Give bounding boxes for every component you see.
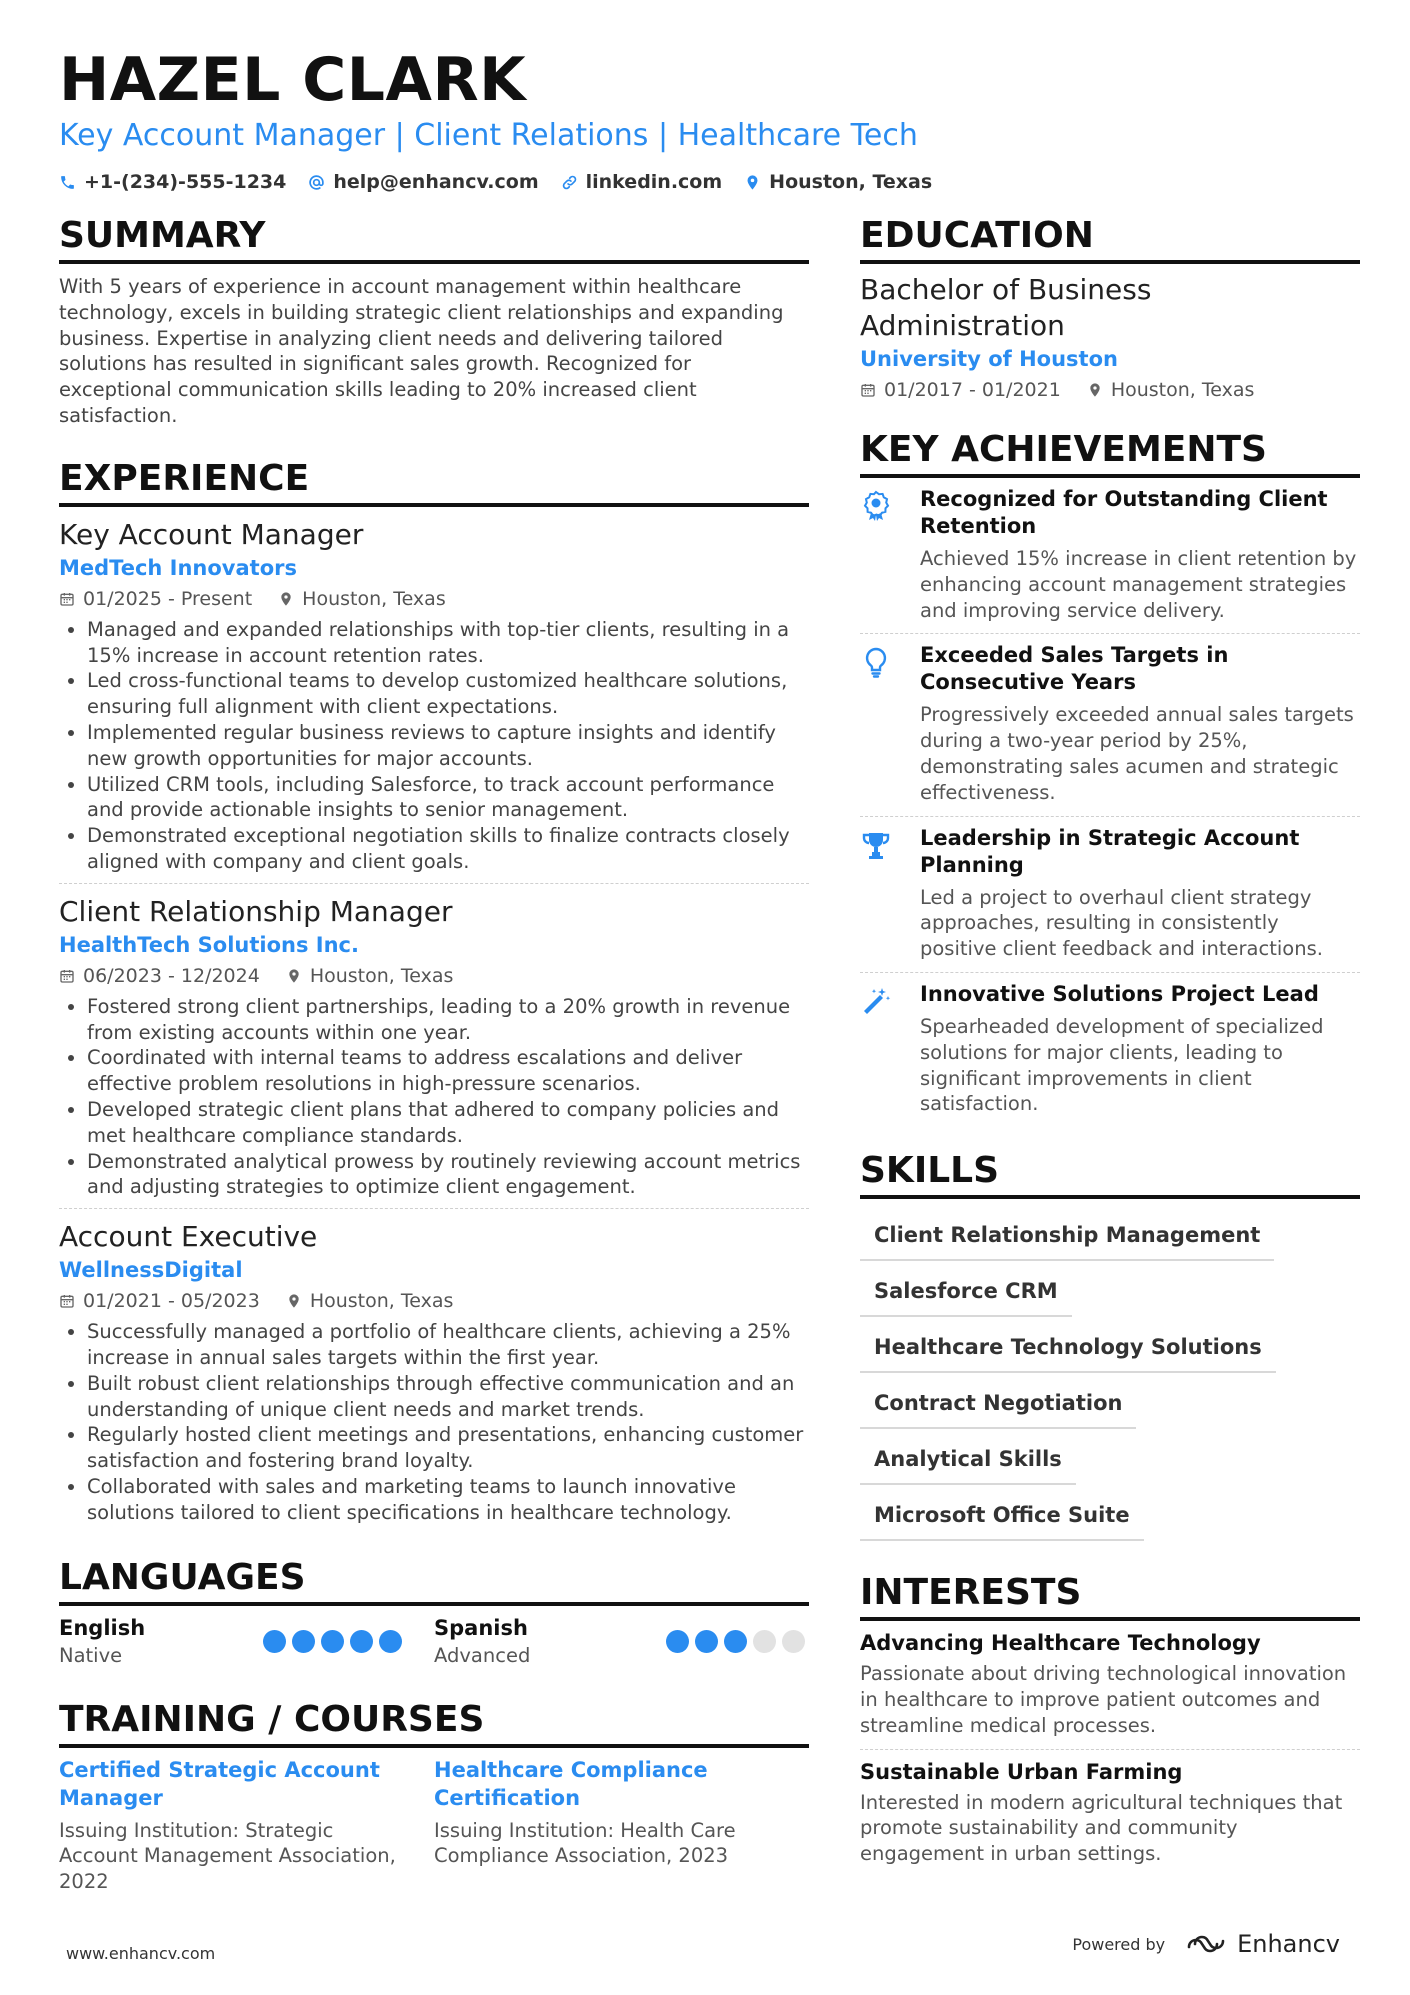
rating-dot xyxy=(350,1630,373,1653)
language-name: English xyxy=(59,1615,146,1640)
award-ribbon-icon xyxy=(860,490,892,522)
footer-website[interactable]: www.enhancv.com xyxy=(66,1944,216,1963)
skill-tag: Microsoft Office Suite xyxy=(860,1491,1144,1541)
skill-tag: Client Relationship Management xyxy=(860,1211,1274,1261)
rating-dot xyxy=(321,1630,344,1653)
school-name: University of Houston xyxy=(860,347,1118,371)
list-item: • Implemented regular business reviews to capture insights and identify new growth opportunities for major accounts. xyxy=(87,720,809,772)
skill-tag: Contract Negotiation xyxy=(860,1379,1136,1429)
enhancv-logo-icon xyxy=(1183,1931,1229,1957)
rating-dot xyxy=(292,1630,315,1653)
achievement-icon-wrap xyxy=(860,642,920,805)
skill-tag: Healthcare Technology Solutions xyxy=(860,1323,1276,1373)
calendar-icon xyxy=(59,968,75,984)
course-title: Healthcare Compliance Certification xyxy=(434,1757,708,1810)
education-location xyxy=(1087,376,1255,404)
education-title: EDUCATION xyxy=(860,214,1360,264)
job-dates-text: 06/2023 - 12/2024 xyxy=(83,964,260,987)
achievement-icon-wrap xyxy=(860,981,920,1117)
job-dates xyxy=(59,585,252,613)
languages-list xyxy=(59,1614,809,1670)
right-column xyxy=(860,214,1360,1905)
skill-tag: Analytical Skills xyxy=(860,1435,1076,1485)
interest-item xyxy=(860,1750,1360,1877)
company-name: MedTech Innovators xyxy=(59,555,297,580)
language-level: Advanced xyxy=(434,1643,531,1667)
education-section xyxy=(860,214,1360,404)
courses-list xyxy=(59,1756,809,1895)
list-item: • Demonstrated exceptional negotiation skills to finalize contracts closely aligned with company and client goals. xyxy=(87,823,809,875)
calendar-icon xyxy=(59,1293,75,1309)
job-title: Account Executive xyxy=(59,1220,318,1254)
lightbulb-icon xyxy=(860,646,892,678)
job-meta xyxy=(59,585,809,613)
job-dates xyxy=(59,1287,260,1315)
contact-linkedin[interactable] xyxy=(561,168,723,196)
language-rating xyxy=(263,1630,402,1653)
achievement-desc: Achieved 15% increase in client retention by enhancing account management strategies and improving service delivery. xyxy=(920,547,1357,622)
languages-title: LANGUAGES xyxy=(59,1556,809,1606)
left-column xyxy=(59,214,809,1923)
contact-bar xyxy=(59,168,932,196)
interest-desc: Interested in modern agricultural techniques that promote sustainability and community engagement in urban settings. xyxy=(860,1790,1343,1866)
achievement-item xyxy=(860,817,1360,973)
brand-logo[interactable] xyxy=(1183,1930,1340,1958)
rating-dot xyxy=(263,1630,286,1653)
candidate-name: HAZEL CLARK xyxy=(59,45,527,115)
job-dates-text: 01/2021 - 05/2023 xyxy=(83,1290,260,1313)
achievement-desc: Progressively exceeded annual sales targets during a two-year period by 25%, demonstrating sales acumen and strategic effectiveness. xyxy=(920,703,1354,804)
job-location xyxy=(286,1287,454,1315)
course-title: Certified Strategic Account Manager xyxy=(59,1757,380,1810)
at-icon xyxy=(308,174,325,191)
achievement-item xyxy=(860,634,1360,816)
achievement-title: Leadership in Strategic Account Planning xyxy=(920,825,1300,877)
achievements-section xyxy=(860,428,1360,1127)
language-name: Spanish xyxy=(434,1615,528,1640)
job-location xyxy=(278,585,446,613)
summary-section xyxy=(59,214,809,429)
list-item: • Regularly hosted client meetings and presentations, enhancing customer satisfaction and fostering brand loyalty. xyxy=(87,1422,809,1474)
link-icon xyxy=(561,174,578,191)
contact-email[interactable] xyxy=(308,168,538,196)
list-item: • Collaborated with sales and marketing teams to launch innovative solutions tailored to client specifications in healthcare technology. xyxy=(87,1474,809,1526)
list-item: • Developed strategic client plans that adhered to company policies and met healthcare compliance standards. xyxy=(87,1097,809,1149)
degree: Bachelor of Business Administration xyxy=(860,273,1152,342)
achievement-title: Recognized for Outstanding Client Retention xyxy=(920,487,1328,538)
rating-dot xyxy=(666,1630,689,1653)
interests-title: INTERESTS xyxy=(860,1571,1360,1621)
achievement-body xyxy=(920,981,1360,1117)
language-text xyxy=(434,1614,530,1670)
language-item xyxy=(434,1614,809,1670)
course-desc: Issuing Institution: Strategic Account Management Association, 2022 xyxy=(59,1818,396,1894)
calendar-icon xyxy=(59,591,75,607)
job-entry xyxy=(59,507,809,884)
training-section xyxy=(59,1698,809,1895)
list-item: • Fostered strong client partnerships, leading to a 20% growth in revenue from existing accounts within one year. xyxy=(87,994,809,1046)
achievements-title: KEY ACHIEVEMENTS xyxy=(860,428,1360,478)
skills-title: SKILLS xyxy=(860,1149,1360,1199)
language-rating xyxy=(666,1630,805,1653)
achievement-body xyxy=(920,486,1360,623)
achievement-body xyxy=(920,642,1360,805)
brand-name: Enhancv xyxy=(1237,1930,1340,1958)
training-title: TRAINING / COURSES xyxy=(59,1698,809,1748)
company-name: WellnessDigital xyxy=(59,1258,243,1283)
summary-title: SUMMARY xyxy=(59,214,809,264)
interest-desc: Passionate about driving technological innovation in healthcare to improve patient outcomes and streamline medical processes. xyxy=(860,1662,1347,1737)
rating-dot xyxy=(753,1630,776,1653)
achievement-icon-wrap xyxy=(860,825,920,962)
rating-dot xyxy=(724,1630,747,1653)
list-item: • Successfully managed a portfolio of healthcare clients, achieving a 25% increase in annual sales targets within the first year. xyxy=(87,1319,809,1371)
course-desc: Issuing Institution: Health Care Compliance Association, 2023 xyxy=(434,1818,736,1868)
skill-tag: Salesforce CRM xyxy=(860,1267,1072,1317)
achievement-desc: Spearheaded development of specialized solutions for major clients, leading to significant improvements in client satisfaction. xyxy=(920,1014,1324,1116)
job-location xyxy=(286,962,454,990)
footer-branding xyxy=(1072,1930,1340,1958)
language-item xyxy=(59,1614,434,1670)
skills-section xyxy=(860,1149,1360,1541)
job-entry xyxy=(59,1209,809,1533)
interest-item xyxy=(860,1621,1360,1749)
calendar-icon xyxy=(860,382,876,398)
job-meta xyxy=(59,1287,809,1315)
summary-text: With 5 years of experience in account management within healthcare technology, excels in building strategic client relationships and expanding business. Expertise in analyzing client needs and delivering tailored solutions has resulted in significant sales growth. Recognized for exceptional communication skills leading to 20% increased client satisfaction. xyxy=(59,275,784,427)
job-dates-text: 01/2025 - Present xyxy=(83,587,253,610)
interest-title: Sustainable Urban Farming xyxy=(860,1759,1183,1784)
achievement-body xyxy=(920,825,1360,962)
list-item: • Utilized CRM tools, including Salesforce, to track account performance and provide actionable insights to senior management. xyxy=(87,772,809,824)
job-title: Client Relationship Manager xyxy=(59,894,453,928)
education-meta xyxy=(860,376,1360,404)
language-level: Native xyxy=(59,1643,123,1667)
achievement-icon-wrap xyxy=(860,486,920,623)
experience-section xyxy=(59,457,809,1534)
achievement-title: Exceeded Sales Targets in Consecutive Years xyxy=(920,643,1229,695)
job-location-text: Houston, Texas xyxy=(309,964,454,987)
skills-list xyxy=(860,1205,1360,1541)
contact-phone[interactable] xyxy=(59,168,286,196)
interest-title: Advancing Healthcare Technology xyxy=(860,1631,1261,1656)
languages-section xyxy=(59,1556,809,1670)
job-location-text: Houston, Texas xyxy=(302,587,446,610)
rating-dot xyxy=(695,1630,718,1653)
achievement-item xyxy=(860,973,1360,1127)
job-entry xyxy=(59,884,809,1209)
job-location-text: Houston, Texas xyxy=(309,1290,454,1313)
list-item: • Demonstrated analytical prowess by routinely reviewing account metrics and adjusting strategies to optimize client engagement. xyxy=(87,1149,809,1201)
education-dates xyxy=(860,376,1061,404)
list-item: • Coordinated with internal teams to address escalations and deliver effective problem resolutions in high-pressure scenarios. xyxy=(87,1045,809,1097)
contact-phone-text: +1-(234)-555-1234 xyxy=(84,171,287,193)
achievement-desc: Led a project to overhaul client strategy approaches, resulting in consistently positive client feedback and interactions. xyxy=(920,885,1323,961)
job-meta xyxy=(59,962,809,990)
experience-title: EXPERIENCE xyxy=(59,457,809,507)
location-icon xyxy=(286,968,302,984)
trophy-icon xyxy=(860,829,892,861)
education-location-text: Houston, Texas xyxy=(1110,379,1255,401)
contact-location-text: Houston, Texas xyxy=(769,171,933,193)
course-item xyxy=(434,1756,809,1895)
powered-by-label: Powered by xyxy=(1072,1934,1166,1954)
list-item: • Led cross-functional teams to develop customized healthcare solutions, ensuring full alignment with client expectations. xyxy=(87,668,809,720)
rating-dot xyxy=(782,1630,805,1653)
contact-email-text: help@enhancv.com xyxy=(333,171,539,193)
location-icon xyxy=(278,591,294,607)
job-bullets xyxy=(59,994,809,1200)
magic-wand-icon xyxy=(860,985,892,1017)
job-dates xyxy=(59,962,260,990)
course-item xyxy=(59,1756,434,1895)
list-item: • Managed and expanded relationships with top-tier clients, resulting in a 15% increase in account retention rates. xyxy=(87,617,809,669)
interests-section xyxy=(860,1571,1360,1877)
list-item: • Built robust client relationships through effective communication and an understanding of unique client needs and market trends. xyxy=(87,1371,809,1423)
rating-dot xyxy=(379,1630,402,1653)
location-icon xyxy=(286,1293,302,1309)
achievement-item xyxy=(860,478,1360,634)
phone-icon xyxy=(59,174,76,191)
job-title: Key Account Manager xyxy=(59,517,364,551)
location-icon xyxy=(1087,382,1103,398)
headline: Key Account Manager | Client Relations | Healthcare Tech xyxy=(59,118,918,153)
location-icon xyxy=(744,174,761,191)
language-text xyxy=(59,1614,145,1670)
achievement-title: Innovative Solutions Project Lead xyxy=(920,981,1319,1006)
education-dates-text: 01/2017 - 01/2021 xyxy=(884,379,1061,401)
company-name: HealthTech Solutions Inc. xyxy=(59,932,359,957)
contact-location xyxy=(744,168,932,196)
job-bullets xyxy=(59,617,809,875)
contact-linkedin-text: linkedin.com xyxy=(585,171,723,193)
job-bullets xyxy=(59,1319,809,1525)
